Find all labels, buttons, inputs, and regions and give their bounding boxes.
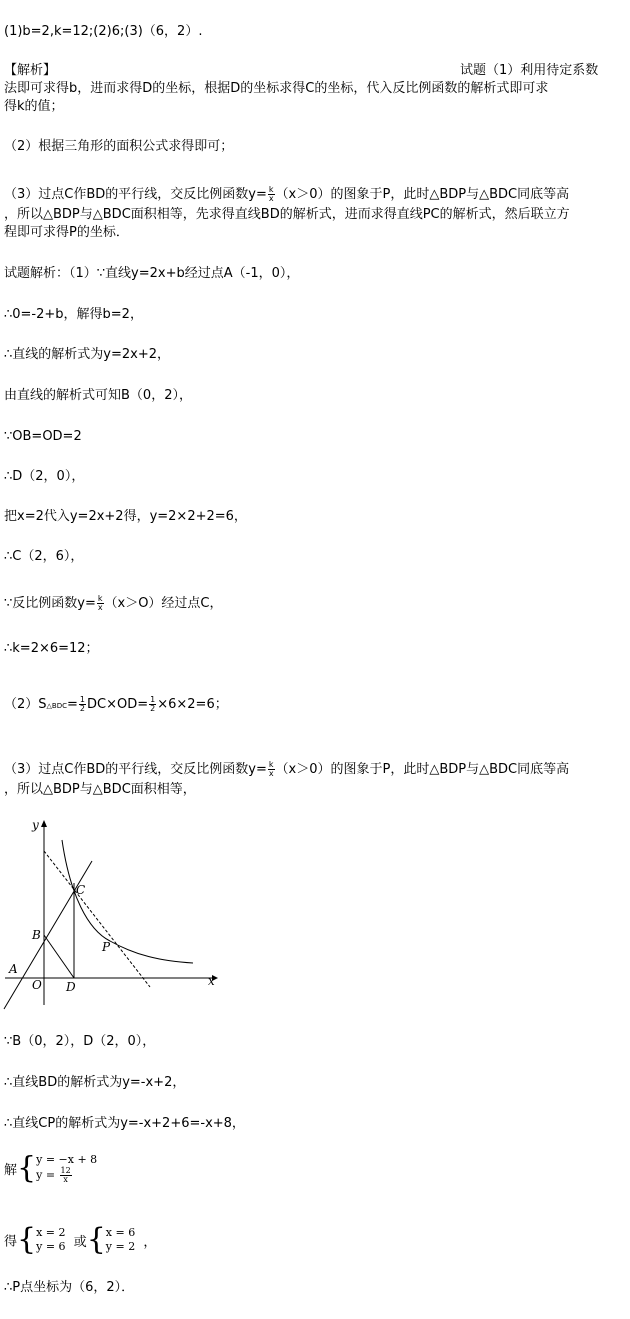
solution-line4: 由直线的解析式可知B（0，2）， bbox=[4, 388, 192, 403]
equation-2 bbox=[36, 1167, 97, 1184]
text: ， bbox=[143, 1234, 157, 1250]
solution-line12 bbox=[4, 761, 569, 778]
solution-line5: ∵OB=OD=2 bbox=[4, 429, 82, 444]
analysis-step2: （2）根据三角形的面积公式求得即可； bbox=[4, 139, 234, 154]
solution-final: ∴P点坐标为（6，2）． bbox=[4, 1280, 135, 1295]
brace: { bbox=[86, 1222, 106, 1257]
fraction-one-half bbox=[79, 696, 86, 713]
solution-result bbox=[4, 1222, 157, 1257]
label-b: B bbox=[32, 928, 41, 942]
solution-line15: ∴直线BD的解析式为y=-x+2， bbox=[4, 1075, 186, 1090]
text: y = bbox=[36, 1168, 59, 1182]
fraction-num: k bbox=[268, 760, 274, 769]
solution-line16: ∴直线CP的解析式为y=-x+2+6=-x+8， bbox=[4, 1116, 245, 1131]
solution-line6: ∴D（2，0）， bbox=[4, 469, 85, 484]
solution-line14: ∵B（0，2），D（2，0）， bbox=[4, 1034, 156, 1049]
label-x: x bbox=[208, 974, 215, 988]
solution-line3: ∴直线的解析式为y=2x+2， bbox=[4, 347, 170, 362]
label-c: C bbox=[76, 883, 86, 897]
geometry-figure bbox=[0, 815, 230, 1010]
fraction-den: x bbox=[268, 194, 274, 203]
fraction-num: 12 bbox=[60, 1166, 71, 1175]
label-a: A bbox=[9, 962, 18, 976]
hyperbola bbox=[62, 840, 193, 963]
analysis-step3-line3: 程即可求得P的坐标． bbox=[4, 225, 129, 240]
line-cp-dashed bbox=[44, 851, 150, 987]
solution-line13: ，所以△BDP与△BDC面积相等， bbox=[4, 782, 196, 797]
fraction-den: 2 bbox=[150, 704, 156, 713]
equations bbox=[36, 1153, 97, 1184]
label-p: P bbox=[102, 940, 111, 954]
solution-line9 bbox=[4, 595, 223, 612]
result-2 bbox=[106, 1226, 135, 1254]
result-2-x: x = 6 bbox=[105, 1226, 136, 1239]
label-o: O bbox=[32, 978, 42, 992]
fraction-k-over-x bbox=[268, 186, 275, 203]
text: （x＞0）的图象于P，此时△BDP与△BDC同底等高 bbox=[275, 762, 570, 777]
fraction-num: 1 bbox=[150, 695, 156, 704]
fraction-num: 1 bbox=[79, 695, 85, 704]
text: （2）S bbox=[4, 697, 47, 712]
solution-line10: ∴k=2×6=12； bbox=[4, 641, 99, 656]
analysis-line3: 得k的值； bbox=[4, 99, 64, 114]
fraction-one-half bbox=[149, 696, 156, 713]
text: 得 bbox=[4, 1234, 18, 1250]
brace: { bbox=[17, 1222, 37, 1257]
text: （x＞O）经过点C， bbox=[104, 596, 223, 611]
solution-line8: ∴C（2，6）， bbox=[4, 549, 84, 564]
fraction-den: x bbox=[97, 603, 103, 612]
text: 解 bbox=[4, 1163, 18, 1178]
solution-line2: ∴0=-2+b，解得b=2， bbox=[4, 307, 143, 322]
text: DC×OD= bbox=[87, 697, 149, 712]
fraction-den: 2 bbox=[79, 704, 85, 713]
solution-line11 bbox=[4, 696, 228, 714]
analysis-step3-line1 bbox=[4, 186, 569, 203]
text: 或 bbox=[73, 1234, 87, 1250]
equation-system bbox=[4, 1150, 98, 1186]
fraction-den: x bbox=[63, 1175, 68, 1184]
brace: { bbox=[17, 1150, 37, 1186]
text: （3）过点C作BD的平行线，交反比例函数y= bbox=[4, 187, 267, 202]
text: = bbox=[67, 697, 78, 712]
result-1 bbox=[36, 1226, 65, 1254]
result-1-y: y = 6 bbox=[36, 1240, 66, 1253]
label-d: D bbox=[66, 980, 76, 994]
fraction-12-over-x bbox=[60, 1167, 72, 1184]
answer-line: (1)b=2,k=12;(2)6;(3)（6，2）. bbox=[4, 24, 203, 39]
fraction-k-over-x bbox=[268, 761, 275, 778]
fraction-num: k bbox=[97, 594, 103, 603]
label-y: y bbox=[32, 818, 39, 832]
text: （3）过点C作BD的平行线，交反比例函数y= bbox=[4, 762, 267, 777]
analysis-step3-line2: ，所以△BDP与△BDC面积相等，先求得直线BD的解析式，进而求得直线PC的解析式，然后联立方 bbox=[4, 207, 570, 222]
solution-line1: 试题解析：（1）∵直线y=2x+b经过点A（-1，0）， bbox=[4, 266, 300, 281]
analysis-header: 【解析】 bbox=[4, 63, 57, 78]
analysis-line1-right: 试题（1）利用待定系数 bbox=[460, 63, 599, 78]
analysis-line2: 法即可求得b，进而求得D的坐标，根据D的坐标求得C的坐标，代入反比例函数的解析式即可求 bbox=[4, 81, 549, 96]
result-1-x: x = 2 bbox=[36, 1226, 66, 1239]
text: ∵反比例函数y= bbox=[4, 596, 96, 611]
fraction-k-over-x bbox=[97, 595, 104, 612]
text: （x＞0）的图象于P，此时△BDP与△BDC同底等高 bbox=[275, 187, 570, 202]
fraction-num: k bbox=[268, 185, 274, 194]
subscript: △BDC bbox=[46, 702, 67, 710]
fraction-den: x bbox=[268, 769, 274, 778]
text: ×6×2=6； bbox=[157, 697, 228, 712]
line-bd bbox=[44, 935, 74, 978]
equation-1: y = −x + 8 bbox=[36, 1153, 98, 1166]
result-2-y: y = 2 bbox=[105, 1240, 136, 1253]
y-axis-arrow bbox=[41, 820, 47, 827]
solution-line7: 把x=2代入y=2x+2得，y=2×2+2=6， bbox=[4, 509, 247, 524]
